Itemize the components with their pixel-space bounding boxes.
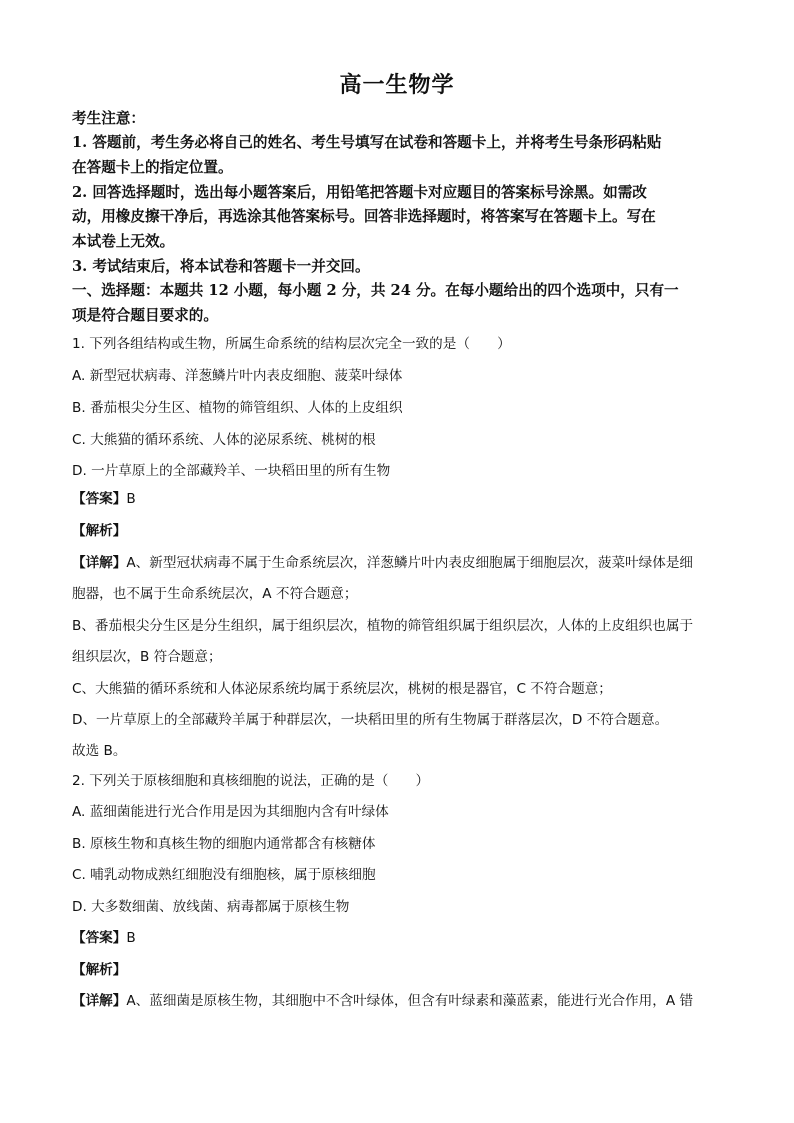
- notice-heading: 考生注意：: [72, 110, 145, 127]
- answer-tag: 【答案】: [72, 491, 127, 507]
- detail-line: B、番茄根尖分生区是分生组织，属于组织层次，植物的筛管组织属于组织层次，人体的上皮组织也属于: [72, 618, 694, 634]
- page-title: 高一生物学: [339, 72, 455, 98]
- option-a: A. 蓝细菌能进行光合作用是因为其细胞内含有叶绿体: [72, 804, 389, 820]
- detail-line: [72, 989, 732, 1009]
- detail-tag: 【详解】: [72, 555, 127, 571]
- answer-line: [72, 487, 732, 507]
- analysis-tag: 【解析】: [72, 523, 127, 539]
- answer-line: [72, 926, 732, 946]
- detail-tag: 【详解】: [72, 993, 127, 1009]
- option-d: D. 大多数细菌、放线菌、病毒都属于原核生物: [72, 899, 350, 915]
- detail-line: [72, 551, 732, 571]
- detail-line: 胞器，也不属于生命系统层次，A 不符合题意；: [72, 586, 358, 602]
- answer-value: B: [126, 930, 136, 946]
- detail-line: 组织层次，B 符合题意；: [72, 649, 222, 665]
- detail-line: 故选 B。: [72, 743, 127, 759]
- detail-text: A、新型冠状病毒不属于生命系统层次，洋葱鳞片叶内表皮细胞属于细胞层次，菠菜叶绿体是细: [126, 555, 694, 571]
- notice-line: 2. 回答选择题时，选出每小题答案后，用铅笔把答题卡对应题目的答案标号涂黑。如需改: [72, 184, 647, 201]
- notice-line: 3. 考试结束后，将本试卷和答题卡一并交回。: [72, 258, 370, 275]
- option-c: C. 大熊猫的循环系统、人体的泌尿系统、桃树的根: [72, 432, 376, 448]
- option-b: B. 番茄根尖分生区、植物的筛管组织、人体的上皮组织: [72, 400, 403, 416]
- analysis-tag: 【解析】: [72, 962, 127, 978]
- option-d: D. 一片草原上的全部藏羚羊、一块稻田里的所有生物: [72, 463, 391, 479]
- answer-tag: 【答案】: [72, 930, 127, 946]
- question-stem: 1. 下列各组结构或生物，所属生命系统的结构层次完全一致的是（ ）: [72, 336, 511, 352]
- option-a: A. 新型冠状病毒、洋葱鳞片叶内表皮细胞、菠菜叶绿体: [72, 368, 403, 384]
- option-b: B. 原核生物和真核生物的细胞内通常都含有核糖体: [72, 836, 376, 852]
- notice-line: 动，用橡皮擦干净后，再选涂其他答案标号。回答非选择题时，将答案写在答题卡上。写在: [72, 208, 656, 225]
- detail-text: A、蓝细菌是原核生物，其细胞中不含叶绿体，但含有叶绿素和藻蓝素，能进行光合作用，A 错: [126, 993, 694, 1009]
- section-heading: 一、选择题：本题共 12 小题，每小题 2 分，共 24 分。在每小题给出的四个选项中，只有一: [72, 282, 679, 299]
- detail-line: D、一片草原上的全部藏羚羊属于种群层次，一块稻田里的所有生物属于群落层次，D 不符合题意。: [72, 712, 669, 728]
- notice-line: 在答题卡上的指定位置。: [72, 159, 233, 176]
- answer-value: B: [126, 491, 136, 507]
- notice-line: 1. 答题前，考生务必将自己的姓名、考生号填写在试卷和答题卡上，并将考生号条形码粘贴: [72, 134, 662, 151]
- question-stem: 2. 下列关于原核细胞和真核细胞的说法，正确的是（ ）: [72, 773, 430, 789]
- option-c: C. 哺乳动物成熟红细胞没有细胞核，属于原核细胞: [72, 867, 376, 883]
- detail-line: C、大熊猫的循环系统和人体泌尿系统均属于系统层次，桃树的根是器官，C 不符合题意；: [72, 681, 612, 697]
- section-heading: 项是符合题目要求的。: [72, 307, 218, 324]
- notice-line: 本试卷上无效。: [72, 233, 175, 250]
